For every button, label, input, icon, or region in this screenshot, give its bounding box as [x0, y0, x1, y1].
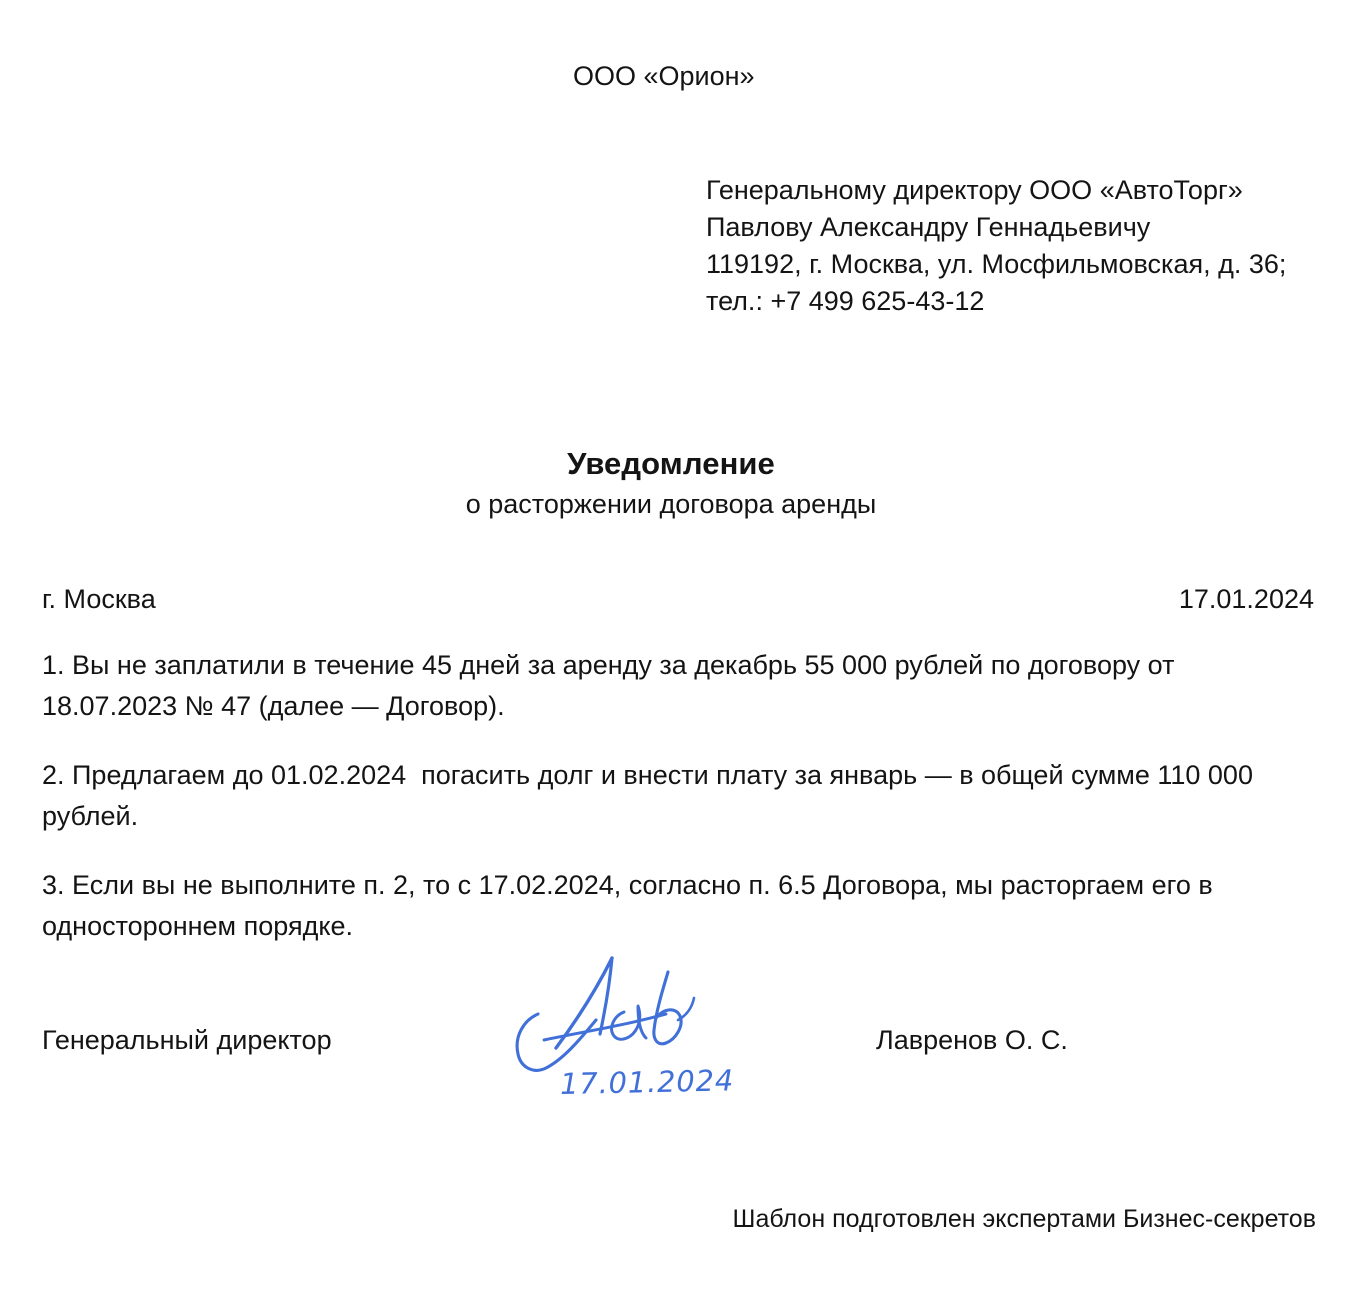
footer-credit: Шаблон подготовлен экспертами Бизнес-секретов [732, 1205, 1316, 1233]
document-date: 17.01.2024 [1178, 584, 1314, 614]
document-title-block [0, 444, 1342, 522]
document-body [42, 645, 1282, 947]
addressee-address: 119192, г. Москва, ул. Мосфильмовская, д. 36; [706, 249, 1287, 279]
signer-position: Генеральный директор [42, 1025, 332, 1055]
body-paragraph: 2. Предлагаем до 01.02.2024 погасить долг и внести плату за январь — в общей сумме 110 000 рублей. [42, 760, 1261, 831]
signer-name: Лавренов О. С. [876, 1025, 1068, 1055]
page-title: Уведомление [567, 446, 775, 481]
place-date-row [42, 582, 1314, 616]
sender-organization: ООО «Орион» [573, 61, 755, 91]
addressee-phone: тел.: +7 499 625-43-12 [706, 286, 985, 316]
addressee-position: Генеральному директору ООО «АвтоТорг» [706, 175, 1243, 205]
addressee-name: Павлову Александру Геннадьевичу [706, 212, 1151, 242]
body-paragraph: 3. Если вы не выполните п. 2, то с 17.02.2024, согласно п. 6.5 Договора, мы расторгаем его в одностороннем порядке. [42, 870, 1221, 941]
page-subtitle: о расторжении договора аренды [465, 489, 877, 519]
place-label: г. Москва [42, 584, 156, 614]
addressee-block [706, 172, 1286, 320]
body-paragraph: 1. Вы не заплатили в течение 45 дней за аренду за декабрь 55 000 рублей по договору от 18.07.2023 № 47 (далее — Договор). [42, 650, 1182, 721]
handwritten-signature-date: 17.01.2024 [559, 1063, 735, 1101]
signature-row [42, 1023, 1314, 1063]
